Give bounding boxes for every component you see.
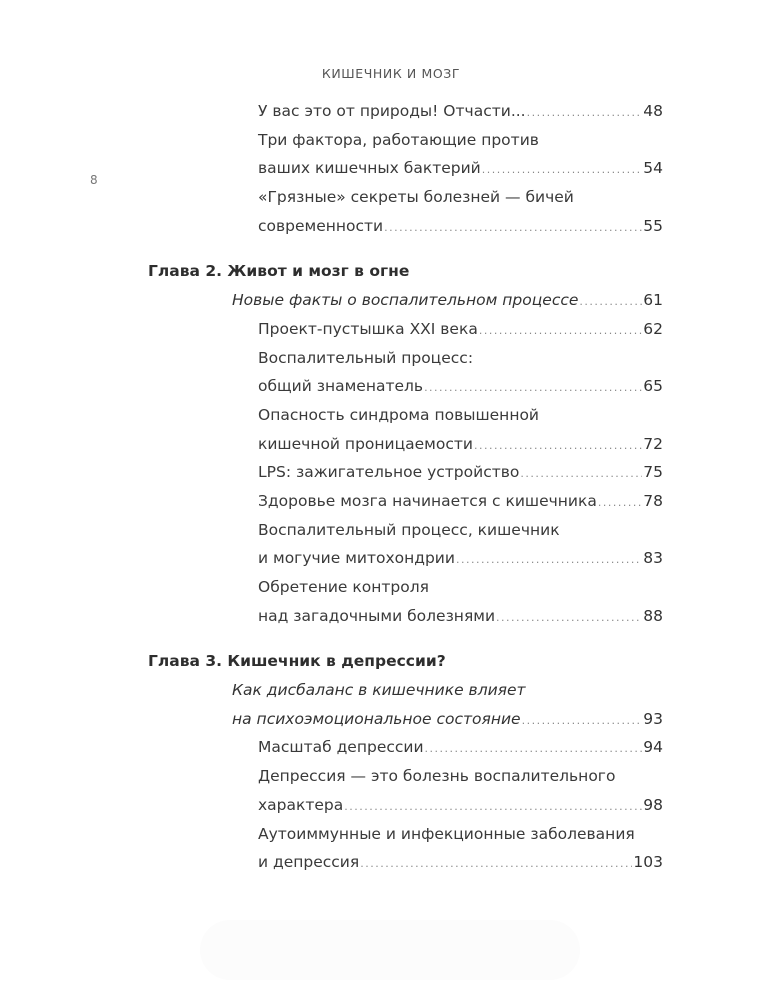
toc-entry[interactable] <box>258 733 663 762</box>
toc-entry-title: Масштаб депрессии <box>258 738 424 757</box>
toc-entry-line[interactable] <box>258 573 663 602</box>
toc-entry[interactable] <box>258 430 663 459</box>
dot-leader <box>520 460 642 489</box>
toc-entry-title: Проект-пустышка XXI века <box>258 319 478 338</box>
dot-leader <box>479 317 642 346</box>
toc-entry-title: Депрессия — это болезнь воспалительного <box>258 767 616 786</box>
toc-entry[interactable] <box>258 154 663 183</box>
dot-leader <box>344 793 642 822</box>
dot-leader <box>527 99 643 128</box>
toc-entry-title: Воспалительный процесс, кишечник <box>258 520 560 539</box>
toc-entry-page: 93 <box>643 709 663 728</box>
dot-leader <box>425 735 643 764</box>
toc-entry-page: 48 <box>643 102 663 120</box>
toc-entry-title: и могучие митохондрии <box>258 549 455 568</box>
toc-entry[interactable] <box>258 848 663 877</box>
toc-entry-title: Аутоиммунные и инфекционные заболевания <box>258 824 635 843</box>
toc-entry-title: ваших кишечных бактерий <box>258 159 481 178</box>
page-number: 8 <box>90 173 98 187</box>
dot-leader <box>598 489 642 518</box>
toc-entry-title: современности <box>258 216 384 235</box>
dot-leader <box>482 156 643 185</box>
toc-entry-title: «Грязные» секреты болезней — бичей <box>258 188 574 207</box>
chapter-title: Глава 2. Живот и мозг в огне <box>148 262 410 281</box>
toc-entry-line[interactable] <box>258 126 663 155</box>
dot-leader <box>579 288 642 317</box>
toc-entry-page: 65 <box>643 377 663 396</box>
chapter-3-subtitle[interactable] <box>232 705 663 734</box>
toc-entry-line[interactable] <box>258 344 663 373</box>
chapter-2-subtitle[interactable] <box>232 286 663 315</box>
toc-entry-title: Обретение контроля <box>258 578 429 596</box>
toc-entry-line[interactable] <box>258 820 663 849</box>
scan-artifact <box>200 920 580 980</box>
toc-entry[interactable] <box>258 544 663 573</box>
toc-entry-title: общий знаменатель <box>258 377 424 396</box>
subtitle-text: Новые факты о воспалительном процессе <box>232 291 579 310</box>
subtitle-text: на психоэмоциональное состояние <box>232 709 521 728</box>
running-head: КИШЕЧНИК И МОЗГ <box>321 66 461 81</box>
toc-entry-title: Здоровье мозга начинается с кишечника <box>258 491 597 510</box>
chapter-title: Глава 3. Кишечник в депрессии? <box>148 652 446 671</box>
subtitle-text: Как дисбаланс в кишечнике влияет <box>232 681 526 700</box>
dot-leader <box>522 707 643 736</box>
section-gap <box>0 240 782 257</box>
toc-entry[interactable] <box>258 212 663 241</box>
toc-entry-line[interactable] <box>258 401 663 430</box>
toc-entry-title: LPS: зажигательное устройство <box>258 463 520 482</box>
chapter-3-subtitle-line[interactable] <box>232 676 663 705</box>
chapter-3-heading[interactable] <box>148 647 663 676</box>
toc-entry[interactable] <box>258 97 663 126</box>
toc-entry-page: 61 <box>643 291 663 310</box>
toc-entry-title: У вас это от природы! Отчасти... <box>258 102 526 120</box>
toc-entry[interactable] <box>258 372 663 401</box>
toc-entry[interactable] <box>258 791 663 820</box>
toc-entry-title: Три фактора, работающие против <box>258 130 539 149</box>
toc-entry-page: 98 <box>643 795 663 814</box>
dot-leader <box>360 850 632 879</box>
toc-entry-page: 88 <box>643 606 663 625</box>
toc-entry-page: 55 <box>643 216 663 235</box>
toc-entry[interactable] <box>258 458 663 487</box>
toc-entry-title: Воспалительный процесс: <box>258 348 474 367</box>
toc-entry-title: кишечной проницаемости <box>258 434 473 453</box>
table-of-contents <box>0 97 782 877</box>
toc-entry-page: 103 <box>633 853 663 872</box>
toc-entry[interactable] <box>258 487 663 516</box>
dot-leader <box>456 546 642 575</box>
toc-entry-title: над загадочными болезнями <box>258 606 496 625</box>
toc-entry-page: 54 <box>643 159 663 178</box>
dot-leader <box>496 604 642 633</box>
toc-entry-page: 75 <box>643 463 663 482</box>
toc-entry-title: Опасность синдрома повышенной <box>258 405 540 424</box>
toc-entry-page: 78 <box>643 491 663 510</box>
toc-entry-page: 83 <box>643 549 663 568</box>
dot-leader <box>424 374 642 403</box>
toc-entry-line[interactable] <box>258 762 663 791</box>
section-gap <box>0 630 782 647</box>
toc-entry-line[interactable] <box>258 183 663 212</box>
toc-entry-line[interactable] <box>258 516 663 545</box>
toc-entry-title: характера <box>258 795 344 814</box>
toc-entry[interactable] <box>258 315 663 344</box>
toc-entry-page: 94 <box>643 738 663 757</box>
dot-leader <box>474 432 642 461</box>
chapter-2-heading[interactable] <box>148 257 663 286</box>
toc-entry[interactable] <box>258 602 663 631</box>
toc-entry-page: 72 <box>643 434 663 453</box>
toc-entry-page: 62 <box>643 319 663 338</box>
toc-entry-title: и депрессия <box>258 853 360 872</box>
dot-leader <box>384 214 642 243</box>
